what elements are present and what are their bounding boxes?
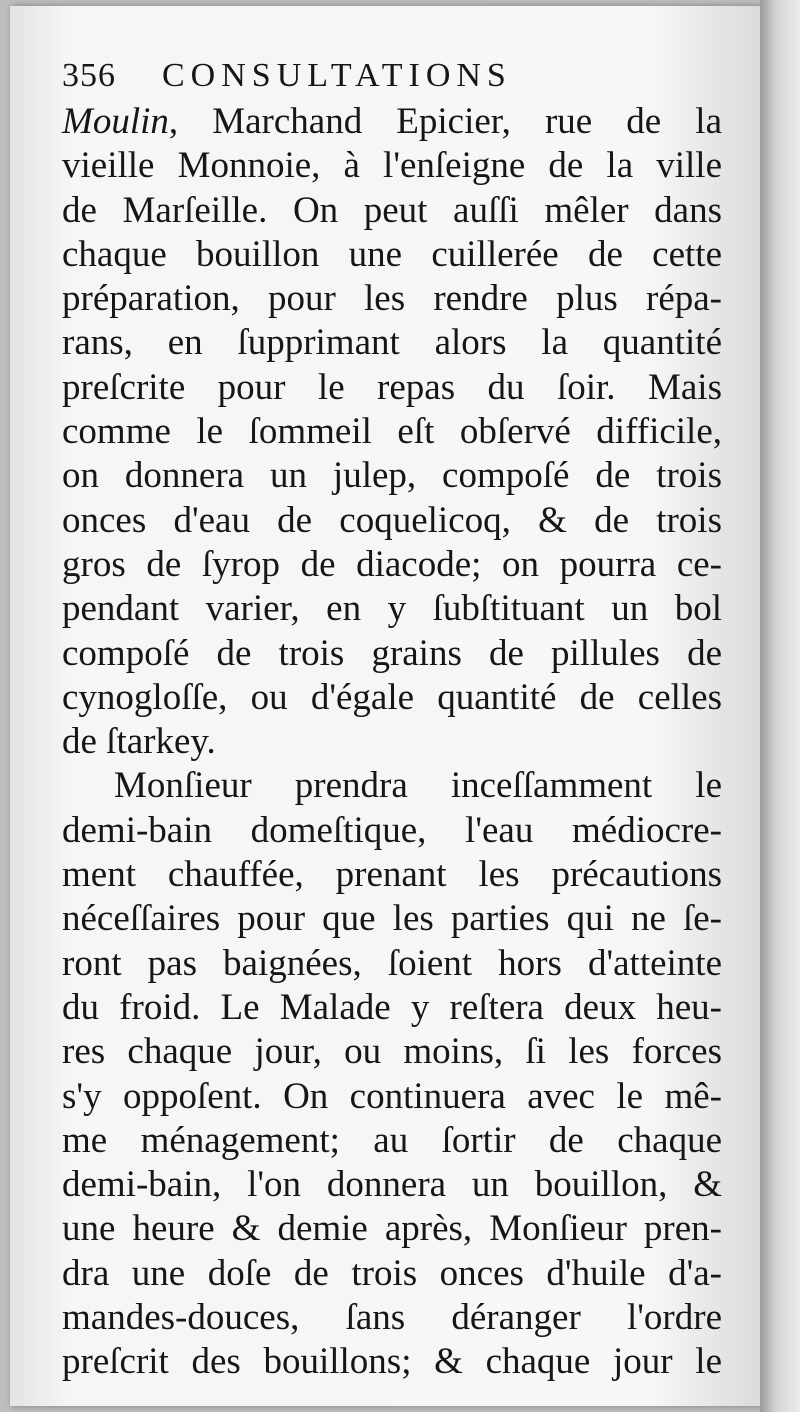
text-line: vieille Monnoie, à l'enſeigne de la ville (62, 145, 722, 187)
text-line: Moulin, Marchand Epicier, rue de la (62, 101, 722, 142)
text-line: compoſé de trois grains de pillules de (62, 632, 722, 674)
paragraph-2 (62, 764, 722, 1384)
text-line: du froid. Le Malade y reſtera deux heu- (62, 986, 722, 1028)
text-line: de Marſeille. On peut auſſi mêler dans (62, 189, 722, 231)
page-text (62, 52, 722, 1385)
text-line: chaque bouillon une cuillerée de cette (62, 233, 722, 275)
page-number: 356 (62, 57, 116, 94)
text-line: préparation, pour les rendre plus répa- (62, 278, 722, 320)
text-line: ront pas baignées, ſoient hors d'atteinte (62, 942, 722, 984)
running-head (62, 52, 722, 100)
text-line: res chaque jour, ou moins, ſi les forces (62, 1031, 722, 1073)
text-line: dra une doſe de trois onces d'huile d'a- (62, 1252, 722, 1294)
text-line: me ménagement; au ſortir de chaque (62, 1119, 722, 1161)
text-line: demi-bain, l'on donnera un bouillon, & (62, 1164, 722, 1206)
text-line: on donnera un julep, compoſé de trois (62, 455, 722, 497)
paragraph-1 (62, 100, 722, 764)
text-line: preſcrite pour le repas du ſoir. Mais (62, 366, 722, 408)
text-line: mandes-douces, ſans déranger l'ordre (62, 1297, 722, 1339)
text-line: ment chauffée, prenant les précautions (62, 854, 722, 896)
text-line: de ſtarkey. (62, 721, 216, 763)
text-line: gros de ſyrop de diacode; on pourra ce- (62, 543, 722, 585)
text-line: preſcrit des bouillons; & chaque jour le (62, 1341, 722, 1383)
page-edge-shadow (760, 0, 800, 1412)
text-line: s'y oppoſent. On continuera avec le mê- (62, 1075, 722, 1117)
text-line: cynogloſſe, ou d'égale quantité de celles (62, 676, 722, 718)
text-line: une heure & demie après, Monſieur pren- (62, 1208, 722, 1250)
italic-name: Moulin (62, 101, 169, 142)
text-line: demi-bain domeſtique, l'eau médiocre- (62, 809, 722, 851)
text-line: onces d'eau de coquelicoq, & de trois (62, 499, 722, 541)
text-line: comme le ſommeil eſt obſervé difficile, (62, 411, 722, 453)
text-line: rans, en ſupprimant alors la quantité (62, 322, 722, 364)
text-line: Monſieur prendra inceſſamment le (114, 765, 722, 807)
running-head-title: CONSULTATIONS (162, 57, 512, 94)
text-line: pendant varier, en y ſubſtituant un bol (62, 588, 722, 630)
text-line: néceſſaires pour que les parties qui ne ſe- (62, 898, 722, 940)
